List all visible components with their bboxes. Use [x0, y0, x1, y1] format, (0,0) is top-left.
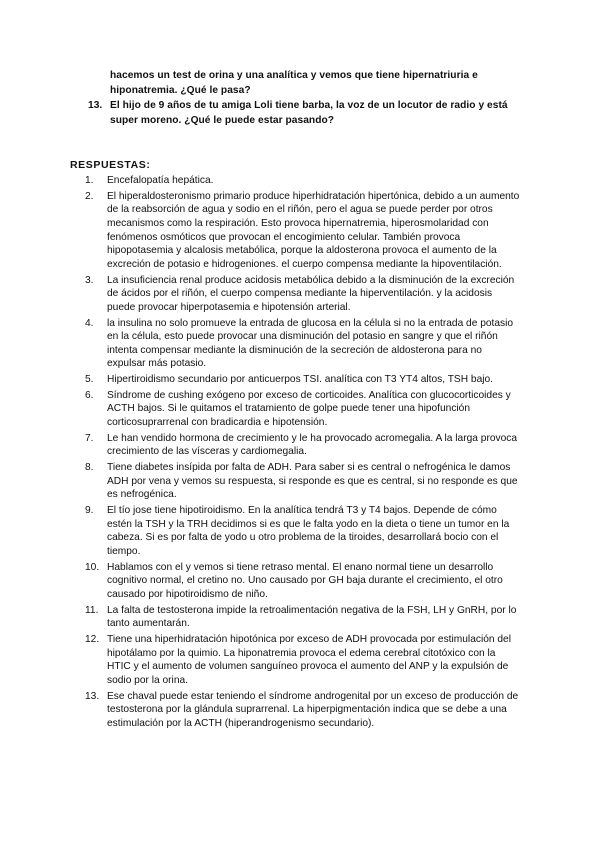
answer-list	[82, 174, 522, 733]
answer-number: 5.	[85, 374, 94, 386]
answer-text: Le han vendido hormona de crecimiento y le ha provocado acromegalia. A la larga provoca crecimiento de las vísceras y cardiomegalia.	[107, 432, 518, 458]
answer-item-11	[82, 604, 522, 631]
question-item-13	[88, 98, 528, 128]
answer-number: 4.	[85, 317, 94, 329]
answer-number: 6.	[85, 389, 94, 401]
answer-item-2	[82, 190, 522, 272]
question-list	[88, 68, 528, 128]
answer-text: El tío jose tiene hipotiroidismo. En la analítica tendrá T3 y T4 bajos. Depende de cómo estén la TSH y la TRH decidimos si es que le falta yodo en la dieta o tiene un tumor en la cabeza. Si es por falta de yodo u otro problema de la tiroides, desarrollará bocio con el tiempo.	[107, 505, 510, 557]
question-item-continued	[88, 68, 528, 98]
answer-item-3	[82, 274, 522, 315]
question-number: 13.	[88, 100, 103, 111]
answer-item-12	[82, 633, 522, 687]
answer-text: la insulina no solo promueve la entrada de glucosa en la célula si no la entrada de potasio en la célula, esto puede provocar una disminución del potasio en sangre y que el riñón intenta compensar mediante la disminución de la secreción de aldosterona para no expulsar más potasio.	[107, 317, 514, 370]
answer-text: Tiene diabetes insípida por falta de ADH. Para saber si es central o nefrogénica le damos ADH por vena y vemos su respuesta, si responde es que es central, si no responde es que es nefrogénica.	[107, 462, 518, 501]
answer-number: 13.	[85, 690, 100, 702]
answer-item-9	[82, 504, 522, 558]
question-text: El hijo de 9 años de tu amiga Loli tiene barba, la voz de un locutor de radio y está super moreno. ¿Qué le puede estar pasando?	[110, 100, 508, 126]
question-text: hacemos un test de orina y una analítica y vemos que tiene hipernatriuria e hiponatremia. ¿Qué le pasa?	[110, 70, 478, 96]
answer-text: Síndrome de cushing exógeno por exceso de corticoides. Analítica con glucocorticoides y ACTH bajos. Si le quitamos el tratamiento de golpe puede tener una hipofunción corticosuprarrenal con bradicardia e hipotensión.	[107, 389, 511, 429]
answer-number: 7.	[85, 432, 94, 444]
answer-item-7	[82, 432, 522, 459]
answer-item-6	[82, 389, 522, 430]
answer-text: Tiene una hiperhidratación hipotónica por exceso de ADH provocada por estimulación del hipotálamo por la quimio. La hiponatremia provoca el edema cerebral citotóxico con la HTIC y el aumento de volumen sanguíneo provoca el aumento del ANP y la expulsión de sodio por la orina.	[107, 634, 511, 686]
answer-text: Hipertiroidismo secundario por anticuerpos TSI. analítica con T3 YT4 altos, TSH bajo.	[107, 374, 493, 386]
answer-text: El hiperaldosteronismo primario produce hiperhidratación hipertónica, debido a un aumento de la reabsorción de agua y sodio en el riñón, pero el agua se puede perder por otros mecanismos como la respiración. Esto provoca hipernatremia, hiperosmolaridad con fenómenos osmóticos que provocan el encogimiento celular. También provoca hipopotasemia y alcalosis metabólica, porque la aldosterona provoca el aumento de la excreción de potasio e hidrogeniones. el cuerpo compensa mediante la hipoventilación.	[107, 190, 520, 270]
answer-item-10	[82, 561, 522, 602]
answer-item-4	[82, 317, 522, 371]
answer-number: 1.	[85, 175, 94, 186]
answer-item-1	[82, 174, 522, 188]
answer-text: Encefalopatía hepática.	[107, 175, 214, 186]
answers-heading: RESPUESTAS:	[70, 159, 151, 171]
answer-text: Ese chaval puede estar teniendo el síndrome androgenital por un exceso de producción de testosterona por la glándula suprarrenal. La hiperpigmentación indica que se debe a una estimulación por la ACTH (hiperandrogenismo secundario).	[107, 690, 519, 729]
answer-number: 10.	[85, 561, 100, 573]
answer-text: Hablamos con el y vemos si tiene retraso mental. El enano normal tiene un desarrollo cognitivo normal, el cretino no. Uno causado por GH baja durante el crecimiento, el otro causado por hipotiroidismo de niño.	[107, 561, 503, 600]
answer-text: La falta de testosterona impide la retroalimentación negativa de la FSH, LH y GnRH, por lo tanto aumentarán.	[107, 604, 517, 630]
answer-number: 2.	[85, 190, 94, 202]
answer-number: 12.	[85, 634, 100, 646]
answer-item-5	[82, 373, 522, 387]
answer-item-13	[82, 690, 522, 731]
answer-number: 11.	[85, 604, 99, 616]
answer-text: La insuficiencia renal produce acidosis metabólica debido a la disminución de la excreción de ácidos por el riñón, el cuerpo compensa mediante la hiperventilación. y la acidosis puede provocar hiperpotasemia e hipotensión arterial.	[107, 274, 515, 313]
answer-number: 8.	[85, 462, 94, 474]
answer-number: 3.	[85, 274, 94, 286]
answer-number: 9.	[85, 505, 94, 517]
answer-item-8	[82, 461, 522, 502]
